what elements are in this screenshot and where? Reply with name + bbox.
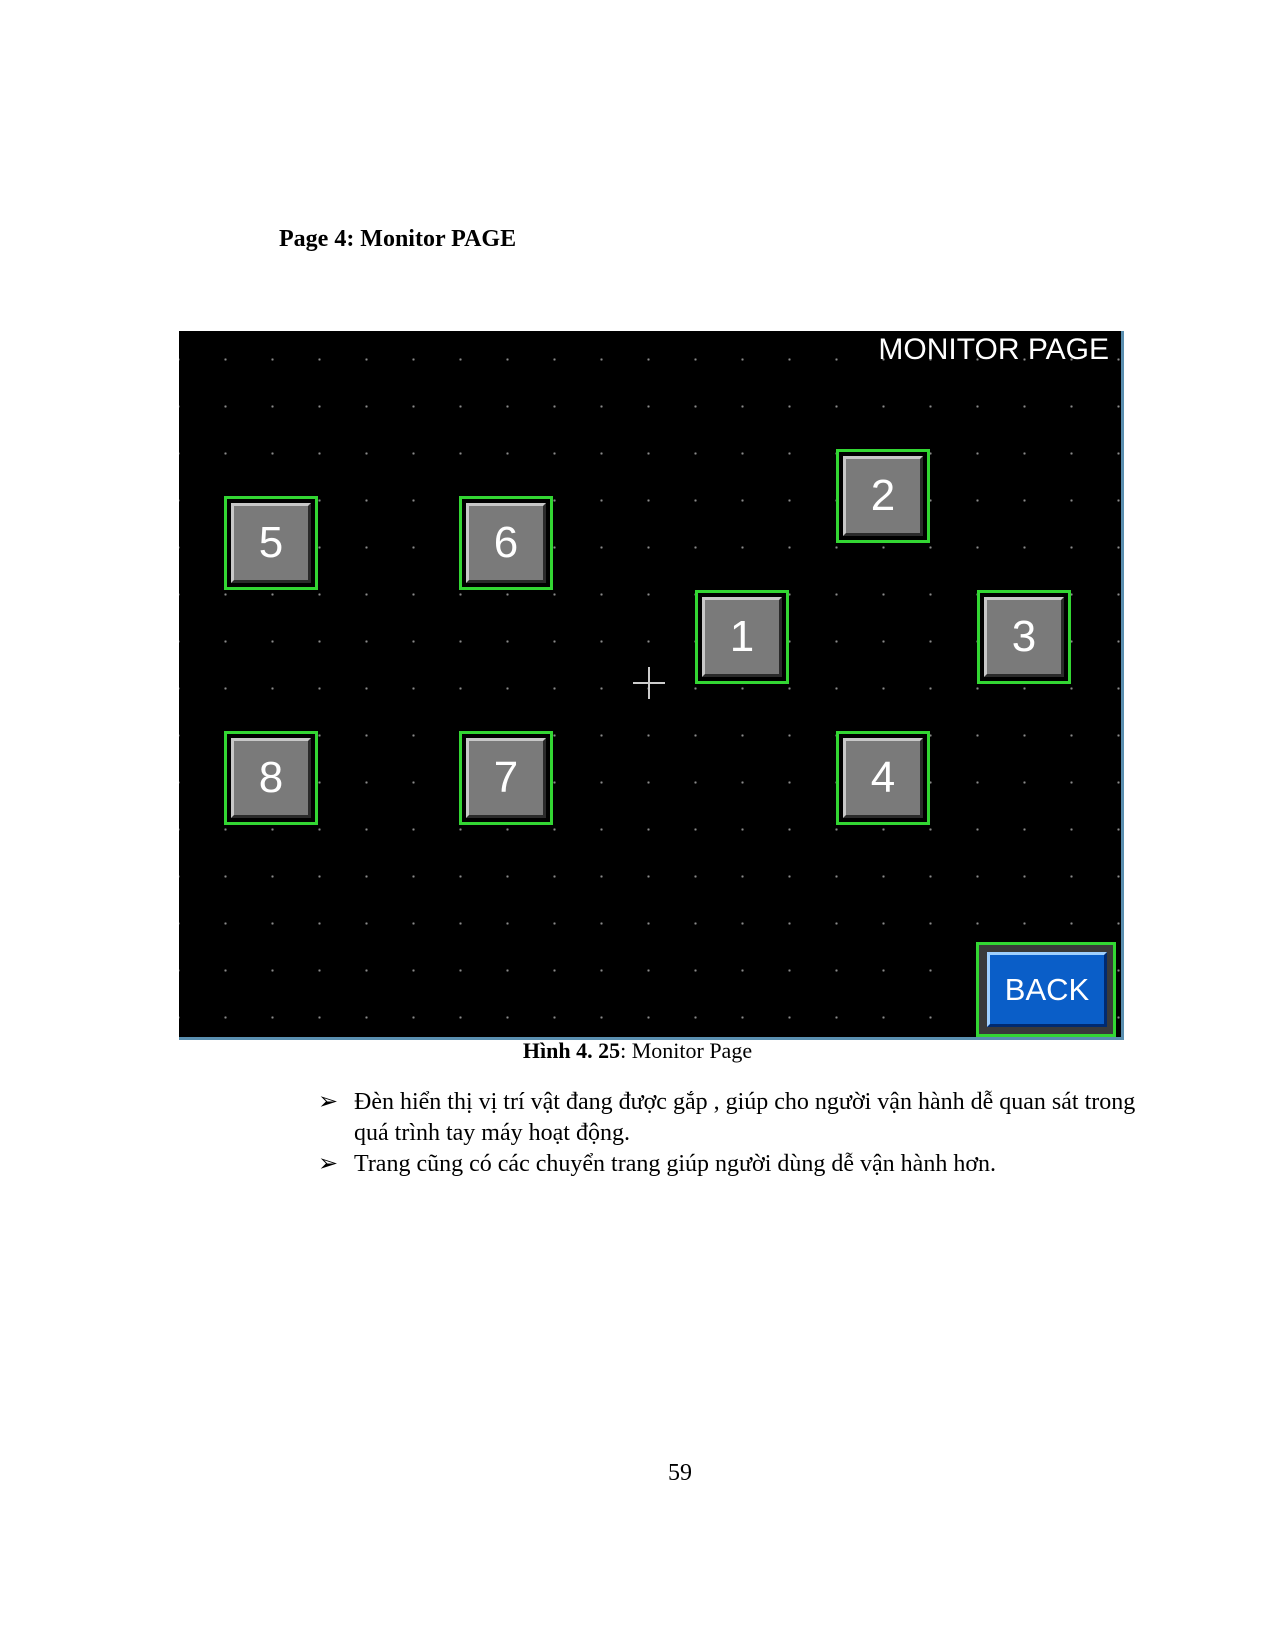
list-item-text: Đèn hiển thị vị trí vật đang được gắp , giúp cho người vận hành dễ quan sát trong quá trình tay máy hoạt động. <box>354 1089 1136 1146</box>
position-lamp-4 <box>836 731 930 825</box>
position-lamp-7 <box>459 731 553 825</box>
list-item <box>318 1087 1158 1149</box>
lamp-label: 4 <box>843 738 923 818</box>
back-button[interactable]: BACK <box>987 952 1107 1027</box>
lamp-label: 3 <box>984 597 1064 677</box>
list-item-text: Trang cũng có các chuyển trang giúp người dùng dễ vận hành hơn. <box>354 1151 997 1177</box>
position-lamp-1 <box>695 590 789 684</box>
list-item <box>318 1149 1158 1180</box>
back-button-frame <box>976 942 1116 1037</box>
page-number: 59 <box>668 1460 692 1486</box>
position-lamp-3 <box>977 590 1071 684</box>
hmi-page-title: MONITOR PAGE <box>878 333 1109 366</box>
bullet-list <box>318 1087 1158 1180</box>
lamp-label: 8 <box>231 738 311 818</box>
arrow-bullet-icon: ➢ <box>318 1151 339 1177</box>
arrow-bullet-icon: ➢ <box>318 1089 339 1115</box>
hmi-monitor-screen <box>179 331 1124 1040</box>
lamp-label: 5 <box>231 503 311 583</box>
position-lamp-5 <box>224 496 318 590</box>
position-lamp-2 <box>836 449 930 543</box>
crosshair-icon <box>633 667 665 699</box>
lamp-label: 7 <box>466 738 546 818</box>
position-lamp-8 <box>224 731 318 825</box>
section-heading: Page 4: Monitor PAGE <box>279 226 517 252</box>
figure-caption-text: : Monitor Page <box>620 1038 753 1063</box>
figure-label: Hình 4. 25 <box>522 1038 621 1063</box>
lamp-label: 1 <box>702 597 782 677</box>
lamp-label: 2 <box>843 456 923 536</box>
position-lamp-6 <box>459 496 553 590</box>
lamp-label: 6 <box>466 503 546 583</box>
figure-caption <box>0 1038 1275 1064</box>
